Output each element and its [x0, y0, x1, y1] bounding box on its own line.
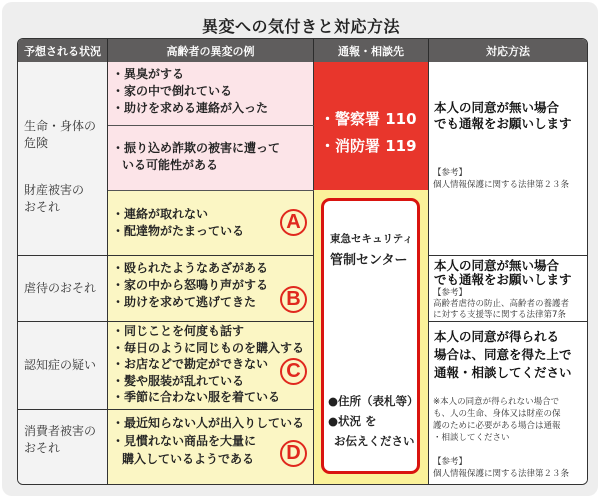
- response-text: 本人の同意が無い場合: [434, 100, 560, 115]
- example-item: ・助けを求めて逃げてきた: [112, 295, 257, 309]
- marker-a-icon: A: [280, 209, 307, 236]
- contact-fire: ・消防署 119: [320, 137, 417, 155]
- info-situation: ●状況 を: [328, 414, 377, 428]
- example-item: ・殴られたようなあざがある: [112, 261, 269, 275]
- example-item: ・最近知らない人が出入りしている: [112, 416, 305, 430]
- reference-law: 個人情報保護に関する法律第２３条: [433, 469, 570, 479]
- response-consent: [429, 322, 587, 484]
- situation-property-label-2: おそれ: [24, 200, 61, 214]
- situation-consumer-label-2: おそれ: [24, 441, 61, 455]
- response-text: でも通報をお願いします: [434, 272, 572, 287]
- situation-property-label-1: 財産被害の: [24, 183, 85, 197]
- marker-c-icon: C: [280, 358, 307, 385]
- page-title: 異変への気付きと対応方法: [201, 17, 400, 36]
- response-text: 本人の同意が得られる: [434, 329, 560, 344]
- situation-consumer-label-1: 消費者被害の: [24, 424, 97, 438]
- marker-d-icon: D: [280, 440, 307, 467]
- example-item: ・お店などで勘定ができない: [112, 357, 269, 371]
- example-item: ・配達物がたまっている: [112, 224, 245, 238]
- response-table: [17, 38, 588, 485]
- examples-D: [108, 410, 314, 484]
- response-text: 場合は、同意を得た上で: [434, 347, 572, 362]
- response-text: 通報・相談してください: [434, 365, 572, 380]
- situation-life-property: [18, 62, 108, 255]
- example-item: ・異臭がする: [112, 67, 185, 81]
- reference-law: 個人情報保護に関する法律第２３条: [433, 180, 570, 190]
- contact-emergency: [314, 62, 429, 190]
- example-item: ・同じことを何度も話す: [112, 324, 245, 338]
- header-contact: 通報・相談先: [314, 39, 429, 62]
- marker-b-icon: B: [280, 286, 307, 313]
- response-note: も、人の生命、身体又は財産の保: [433, 409, 561, 419]
- header-situation: 予想される状況: [18, 39, 108, 62]
- response-text: 本人の同意が無い場合: [434, 258, 560, 273]
- example-item: ・髪や服装が乱れている: [112, 373, 245, 388]
- header-examples: 高齢者の異変の例: [108, 39, 314, 62]
- examples-B: [108, 256, 314, 321]
- example-item: ・季節に合わない服を着ている: [112, 390, 281, 404]
- reference-label: 【参考】: [433, 168, 468, 178]
- situation-life-label-1: 生命・身体の: [24, 119, 97, 133]
- situation-life-label-2: 危険: [24, 136, 49, 150]
- example-item: ・振り込め詐欺の被害に遭って: [112, 141, 281, 155]
- example-item: ・家の中で倒れている: [112, 84, 233, 98]
- example-item: ・毎日のように同じものを購入する: [112, 340, 305, 355]
- situation-abuse-label: 虐待のおそれ: [24, 281, 97, 295]
- reference-law: 高齢者虐待の防止、高齢者の養護者: [433, 299, 570, 309]
- security-center-name: 管制センター: [330, 253, 408, 268]
- example-item: ・見慣れない商品を大量に: [112, 434, 257, 448]
- example-item: 購入しているようである: [122, 452, 255, 466]
- response-abuse: [429, 256, 587, 321]
- examples-A: [108, 191, 314, 255]
- info-request: お伝えください: [334, 434, 415, 448]
- examples-life: [108, 62, 314, 125]
- response-note: ・相談してください: [433, 433, 510, 443]
- response-note: 護のために必要がある場合は通報: [433, 421, 561, 431]
- header-response: 対応方法: [429, 39, 587, 62]
- info-address: ●住所（表札等）: [328, 394, 419, 408]
- example-item: いる可能性がある: [122, 158, 219, 172]
- response-life: [429, 62, 587, 255]
- examples-fraud: [108, 126, 314, 190]
- reference-label: 【参考】: [433, 457, 468, 467]
- example-item: ・助けを求める連絡が入った: [112, 101, 269, 115]
- example-item: ・家の中から怒鳴り声がする: [112, 278, 269, 292]
- situation-consumer: [18, 410, 108, 484]
- reference-law: に対する支援等に関する法律第7条: [433, 310, 566, 320]
- response-text: でも通報をお願いします: [434, 116, 572, 131]
- situation-dementia: [18, 322, 108, 409]
- example-item: ・連絡が取れない: [112, 207, 209, 221]
- contact-security: [314, 190, 429, 484]
- security-company-name: 東急セキュリティ: [330, 233, 413, 245]
- contact-police: ・警察署 110: [320, 110, 417, 128]
- situation-abuse: [18, 256, 108, 321]
- examples-C: [108, 322, 314, 409]
- response-note: ※本人の同意が得られない場合で: [433, 397, 560, 407]
- situation-dementia-label: 認知症の疑い: [24, 358, 97, 372]
- reference-label: 【参考】: [433, 288, 468, 298]
- security-center-box: [321, 198, 420, 474]
